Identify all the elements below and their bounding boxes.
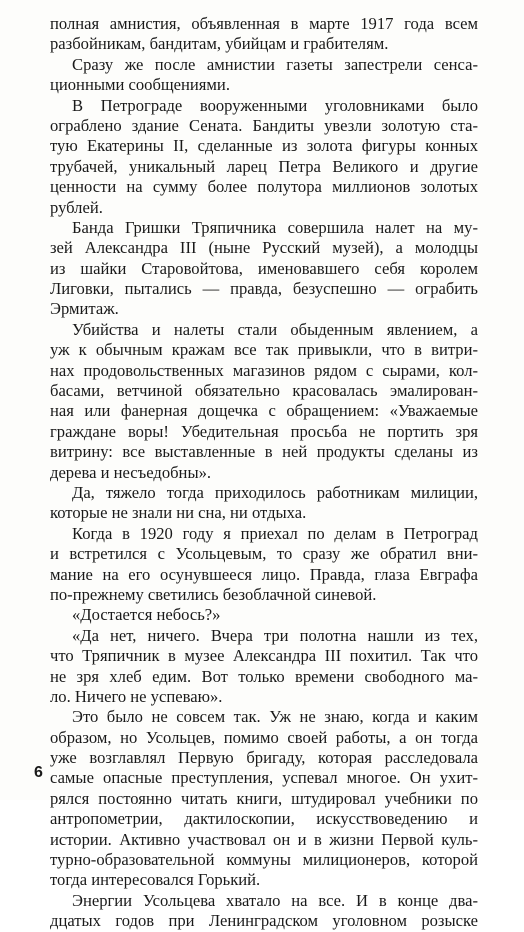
page-number: 6 xyxy=(34,764,43,781)
text-line: Лиговки, пытались — правда, безуспешно — ограбить xyxy=(50,279,478,299)
text-line: что Тряпичник в музее Александра III похитил. Так что xyxy=(50,646,478,666)
text-line: Энергии Усольцева хватало на все. И в конце два- xyxy=(72,890,478,910)
text-line: ная или фанерная дощечка с обращением: «Уважаемые xyxy=(50,401,478,421)
text-line: тую Екатерины II, сделанные из золота фигуры конных xyxy=(50,136,478,156)
text-line: которые не знали ни сна, ни отдыха. xyxy=(50,503,307,523)
text-line: мание на его осунувшееся лицо. Правда, глаза Евграфа xyxy=(50,564,478,584)
text-line: дерева и несъедобны». xyxy=(50,462,212,482)
text-line: рялся постоянно читать книги, штудировал учебники по xyxy=(50,788,478,808)
text-line: Банда Гришки Тряпичника совершила налет на му- xyxy=(72,217,478,237)
text-line: уже возглавлял Первую бригаду, которая расследовала xyxy=(50,748,478,768)
text-line: Убийства и налеты стали обыденным явлением, а xyxy=(72,319,478,339)
text-line: антропометрии, дактилоскопии, искусствоведению и xyxy=(50,809,478,829)
text-line: разбойникам, бандитам, убийцам и грабителям. xyxy=(50,34,389,54)
text-line: дцатых годов при Ленинградском уголовном розыске xyxy=(50,911,478,931)
text-line: Да, тяжело тогда приходилось работникам милиции, xyxy=(72,482,478,502)
text-line: полная амнистия, объявленная в марте 1917 года всем xyxy=(50,14,478,33)
text-line: ло. Ничего не успеваю». xyxy=(50,686,223,706)
text-line: В Петрограде вооруженными уголовниками было xyxy=(72,95,478,115)
text-line: образом, но Усольцев, помимо своей работы, а он тогда xyxy=(50,727,478,747)
text-line: витрину: все выставленные в ней продукты сделаны из xyxy=(50,442,478,462)
text-line: граждане воры! Убедительная просьба не портить зря xyxy=(50,421,478,441)
text-line: ограблено здание Сената. Бандиты увезли золотую ста- xyxy=(50,115,478,135)
text-line: нах продовольственных магазинов рядом с сырами, кол- xyxy=(50,360,478,380)
text-line: турно-образовательной коммуны милиционеров, которой xyxy=(50,850,478,870)
text-line: и встретился с Усольцевым, то сразу же обратил вни- xyxy=(50,544,478,564)
text-line: «Достается небось?» xyxy=(72,605,221,625)
text-line: уж к обычным кражам все так привыкли, что в витри- xyxy=(50,340,478,360)
text-line: Когда в 1920 году я приехал по делам в Петроград xyxy=(72,523,478,543)
text-line: «Да нет, ничего. Вчера три полотна нашли из тех, xyxy=(72,625,478,645)
text-line: ционными сообщениями. xyxy=(50,75,230,95)
text-line: из шайки Старовойтова, именовавшего себя королем xyxy=(50,258,478,278)
text-line: тогда интересовался Горький. xyxy=(50,870,261,890)
body-text xyxy=(50,14,478,932)
text-line: Эрмитаж. xyxy=(50,299,119,319)
text-line: самые опасные преступления, успевал многое. Он ухит- xyxy=(50,768,478,788)
text-line: Сразу же после амнистии газеты запестрели сенса- xyxy=(72,54,478,74)
text-line: истории. Активно участвовал он и в жизни Первой куль- xyxy=(50,829,478,849)
text-line: не зря хлеб едим. Вот только времени свободного ма- xyxy=(50,666,478,686)
text-line: рублей. xyxy=(50,197,103,217)
text-line: басами, ветчиной обязательно красовалась эмалирован- xyxy=(50,381,478,401)
text-line: ценности на сумму более полутора миллионов золотых xyxy=(50,177,478,197)
text-line: трубачей, уникальный ларец Петра Великого и другие xyxy=(50,156,478,176)
text-line: по-прежнему светились безоблачной синевой. xyxy=(50,584,377,604)
text-line: зей Александра III (ныне Русский музей), а молодцы xyxy=(50,238,478,258)
text-line: Это было не совсем так. Уж не знаю, когда и каким xyxy=(72,707,478,727)
